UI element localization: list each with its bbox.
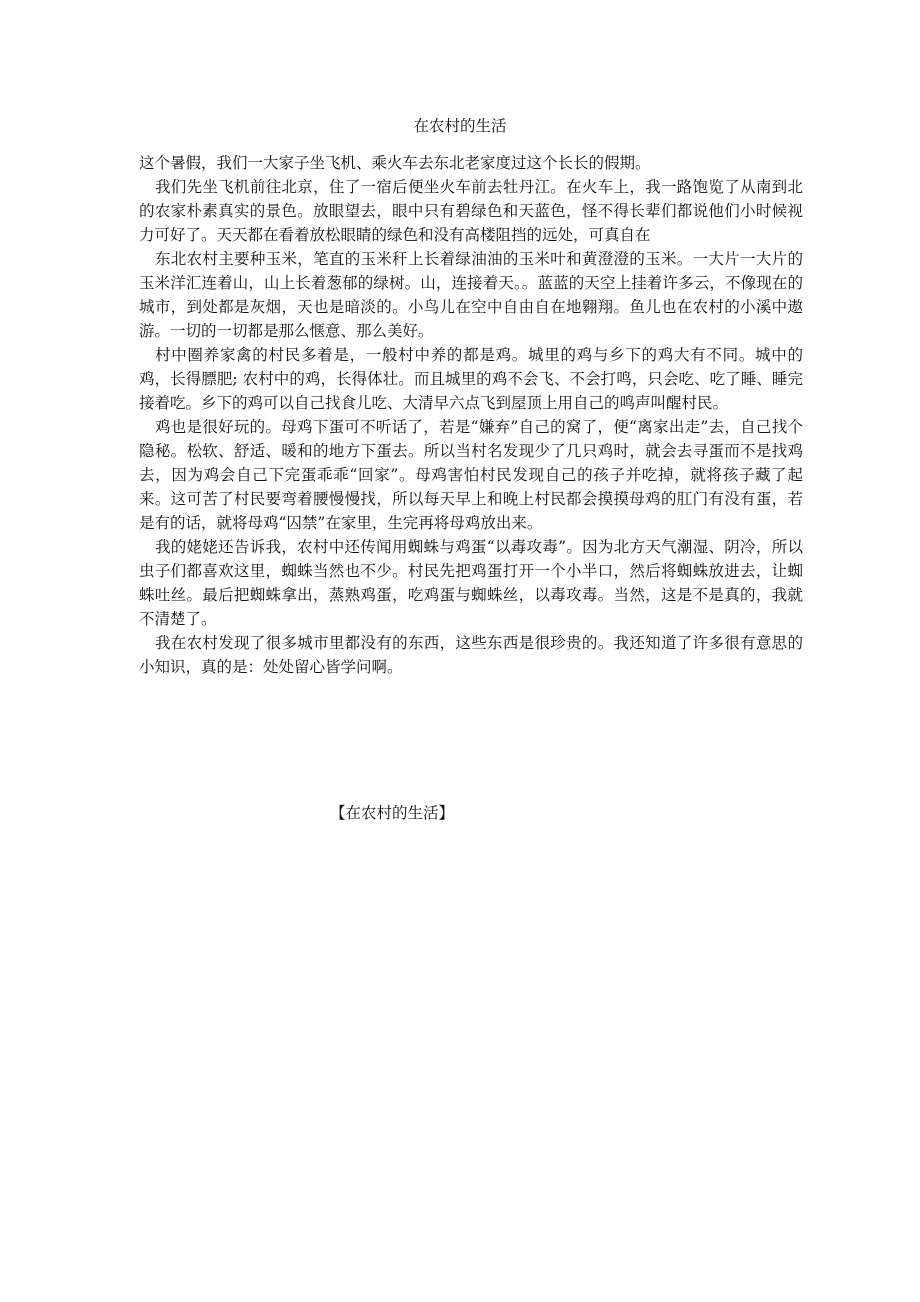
paragraph: 鸡也是很好玩的。母鸡下蛋可不听话了，若是“嫌弃”自己的窝了，便“离家出走”去，自己找个隐秘。松软、舒适、暖和的地方下蛋去。所以当村名发现少了几只鸡时，就会去寻蛋而不是找鸡去，因为鸡会自己下完蛋乖乖“回家”。母鸡害怕村民发现自己的孩子并吃掉，就将孩子藏了起来。这可苦了村民要弯着腰慢慢找，所以每天早上和晚上村民都会摸摸母鸡的肛门有没有蛋，若是有的话，就将母鸡“囚禁”在家里，生完再将母鸡放出来。 [139, 418, 803, 532]
paragraph: 我的姥姥还告诉我，农村中还传闻用蜘蛛与鸡蛋“以毒攻毒”。因为北方天气潮湿、阴冷，所以虫子们都喜欢这里，蜘蛛当然也不少。村民先把鸡蛋打开一个小半口，然后将蜘蛛放进去，让蜘蛛吐丝。最后把蜘蛛拿出，蒸熟鸡蛋，吃鸡蛋与蜘蛛丝，以毒攻毒。当然，这是不是真的，我就不清楚了。 [139, 538, 803, 628]
paragraph: 我在农村发现了很多城市里都没有的东西，这些东西是很珍贵的。我还知道了许多很有意思的小知识，真的是：处处留心皆学问啊。 [139, 634, 803, 676]
paragraph: 这个暑假，我们一大家子坐飞机、乘火车去东北老家度过这个长长的假期。 [139, 154, 651, 172]
footer-title: 【在农村的生活】 [330, 804, 455, 822]
paragraph: 村中圈养家禽的村民多着是，一般村中养的都是鸡。城里的鸡与乡下的鸡大有不同。城中的鸡，长得膘肥; 农村中的鸡，长得体壮。而且城里的鸡不会飞、不会打鸣，只会吃、吃了睡、睡完接着吃。乡下的鸡可以自己找食儿吃、大清早六点飞到屋顶上用自己的鸣声叫醒村民。 [139, 346, 803, 412]
document-body [139, 151, 803, 679]
paragraph: 我们先坐飞机前往北京，住了一宿后便坐火车前去牡丹江。在火车上，我一路饱览了从南到北的农家朴素真实的景色。放眼望去，眼中只有碧绿色和天蓝色，怪不得长辈们都说他们小时候视力可好了。天天都在看着放松眼睛的绿色和没有高楼阻挡的远处，可真自在 [139, 178, 803, 244]
paragraph: 东北农村主要种玉米，笔直的玉米秆上长着绿油油的玉米叶和黄澄澄的玉米。一大片一大片的玉米洋汇连着山，山上长着葱郁的绿树。山，连接着天。。蓝蓝的天空上挂着许多云，不像现在的城市，到处都是灰烟，天也是暗淡的。小鸟儿在空中自由自在地翱翔。鱼儿也在农村的小溪中遨游。一切的一切都是那么惬意、那么美好。 [139, 250, 803, 340]
document-title: 在农村的生活 [413, 117, 507, 135]
